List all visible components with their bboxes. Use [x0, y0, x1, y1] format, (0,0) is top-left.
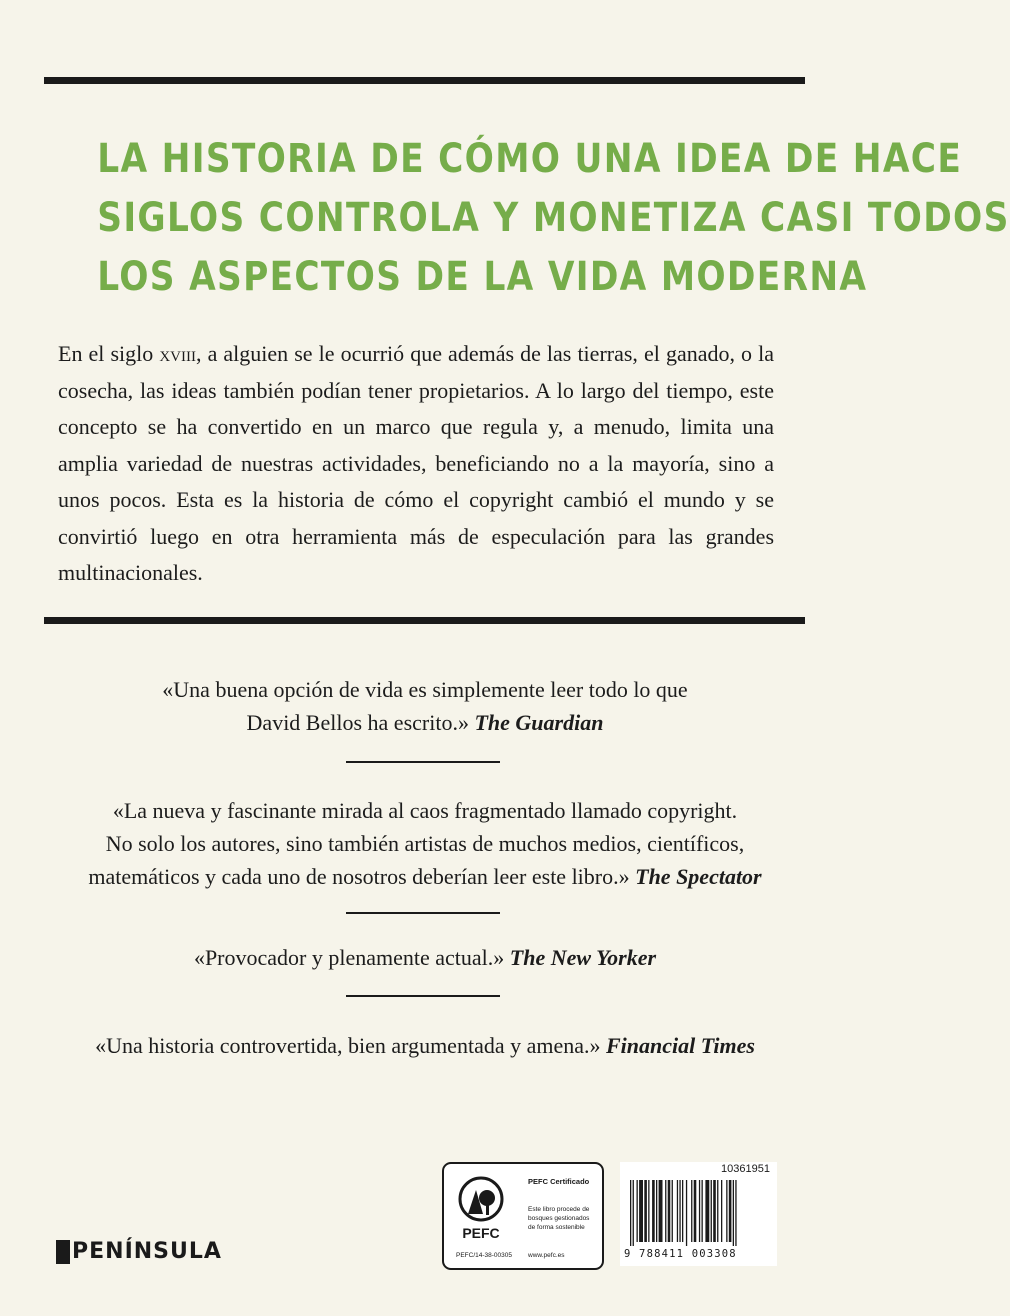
barcode-bar	[686, 1180, 687, 1246]
blurb	[58, 336, 774, 592]
quote-line: «La nueva y fascinante mirada al caos fragmentado llamado copyright.	[112, 798, 738, 823]
quote-financial-times	[20, 1029, 830, 1062]
quote-source: The Spectator	[635, 864, 762, 889]
barcode-bar	[717, 1180, 718, 1242]
barcode-bar	[639, 1180, 643, 1242]
barcode-bar	[637, 1180, 638, 1242]
headline	[97, 130, 1010, 307]
barcode-box	[620, 1162, 777, 1266]
isbn-number: 9 788411 003308	[624, 1248, 737, 1260]
quote-text: «Provocador y plenamente actual.»	[193, 945, 510, 970]
barcode-bar	[633, 1180, 634, 1246]
pefc-code: PEFC/14-38-00305	[456, 1252, 513, 1259]
isbn-barcode	[624, 1180, 774, 1246]
century-numeral: xviii	[159, 341, 196, 366]
barcode-bar	[713, 1180, 716, 1242]
quote-text: matemáticos y cada uno de nosotros deberían leer este libro.»	[88, 864, 636, 889]
quote-divider	[346, 912, 500, 914]
headline-line: SIGLOS CONTROLA Y MONETIZA CASI TODOS	[97, 195, 1010, 241]
barcode-bar	[656, 1180, 657, 1242]
pefc-logo-text: PEFC	[462, 1225, 500, 1241]
barcode-bar	[677, 1180, 678, 1242]
quote-source: Financial Times	[606, 1033, 755, 1058]
barcode-bar	[733, 1180, 734, 1246]
publisher-name: PENÍNSULA	[72, 1239, 222, 1264]
barcode-bar	[721, 1180, 722, 1242]
barcode-bar	[726, 1180, 727, 1242]
quote-line: No solo los autores, sino también artistas de muchos medios, científicos,	[105, 831, 745, 856]
middle-rule	[44, 617, 805, 624]
barcode-bar	[668, 1180, 671, 1242]
barcode-bar	[691, 1180, 692, 1242]
quote-spectator	[20, 794, 830, 893]
publisher-mark-icon	[56, 1240, 70, 1264]
quote-guardian	[20, 673, 830, 739]
barcode-bar	[644, 1180, 647, 1242]
quote-line	[20, 706, 830, 739]
barcode-bar	[665, 1180, 666, 1242]
quote-divider	[346, 761, 500, 763]
blurb-paragraph	[58, 336, 774, 592]
barcode-bar	[682, 1180, 683, 1242]
barcode-bar	[679, 1180, 680, 1242]
barcode-bar	[659, 1180, 663, 1242]
quote-text: David Bellos ha escrito.»	[246, 710, 475, 735]
headline-line: LOS ASPECTOS DE LA VIDA MODERNA	[97, 254, 868, 300]
quote-line	[20, 860, 830, 893]
quote-line	[20, 1029, 830, 1062]
blurb-rest: , a alguien se le ocurrió que además de las tierras, el ganado, o la cosecha, las ideas también podían tener propietarios. A lo largo del tiempo, este concepto se ha convertido en un marco que regula y, a menudo, limita una amplia variedad de nuestras actividades, beneficiando no a la mayoría, sino a unos pocos. Esta es la historia de cómo el copyright cambió el mundo y se convirtió luego en otra herramienta más de especulación para las grandes multinacionales.	[58, 341, 775, 585]
barcode-bar	[699, 1180, 700, 1242]
blurb-start: En el siglo	[58, 341, 160, 366]
quote-source: The Guardian	[474, 710, 604, 735]
publisher-logo	[56, 1239, 222, 1264]
quote-line	[20, 941, 830, 974]
barcode-bar	[672, 1180, 673, 1242]
barcode-bar	[702, 1180, 703, 1242]
barcode-bar	[648, 1180, 649, 1242]
pefc-tree-icon	[454, 1176, 508, 1246]
quote-text: «Una historia controvertida, bien argumentada y amena.»	[95, 1033, 606, 1058]
barcode-bar	[705, 1180, 709, 1242]
barcode-bar	[652, 1180, 655, 1242]
barcode-reference: 10361951	[721, 1163, 770, 1175]
pefc-url: www.pefc.es	[528, 1252, 565, 1259]
barcode-bar	[711, 1180, 712, 1242]
quote-source: The New Yorker	[509, 945, 657, 970]
top-rule	[44, 77, 805, 84]
barcode-bar	[729, 1180, 732, 1242]
barcode-bar	[694, 1180, 697, 1242]
headline-line: LA HISTORIA DE CÓMO UNA IDEA DE HACE	[97, 136, 963, 182]
barcode-bar	[630, 1180, 631, 1246]
quote-line: «Una buena opción de vida es simplemente leer todo lo que	[162, 677, 688, 702]
pefc-description: Este libro procede de bosques gestionados de forma sostenible	[528, 1206, 590, 1231]
quote-new-yorker	[20, 941, 830, 974]
quote-divider	[346, 995, 500, 997]
pefc-certification	[442, 1162, 604, 1270]
pefc-certified-label: PEFC Certificado	[528, 1177, 590, 1186]
barcode-bar	[735, 1180, 736, 1246]
